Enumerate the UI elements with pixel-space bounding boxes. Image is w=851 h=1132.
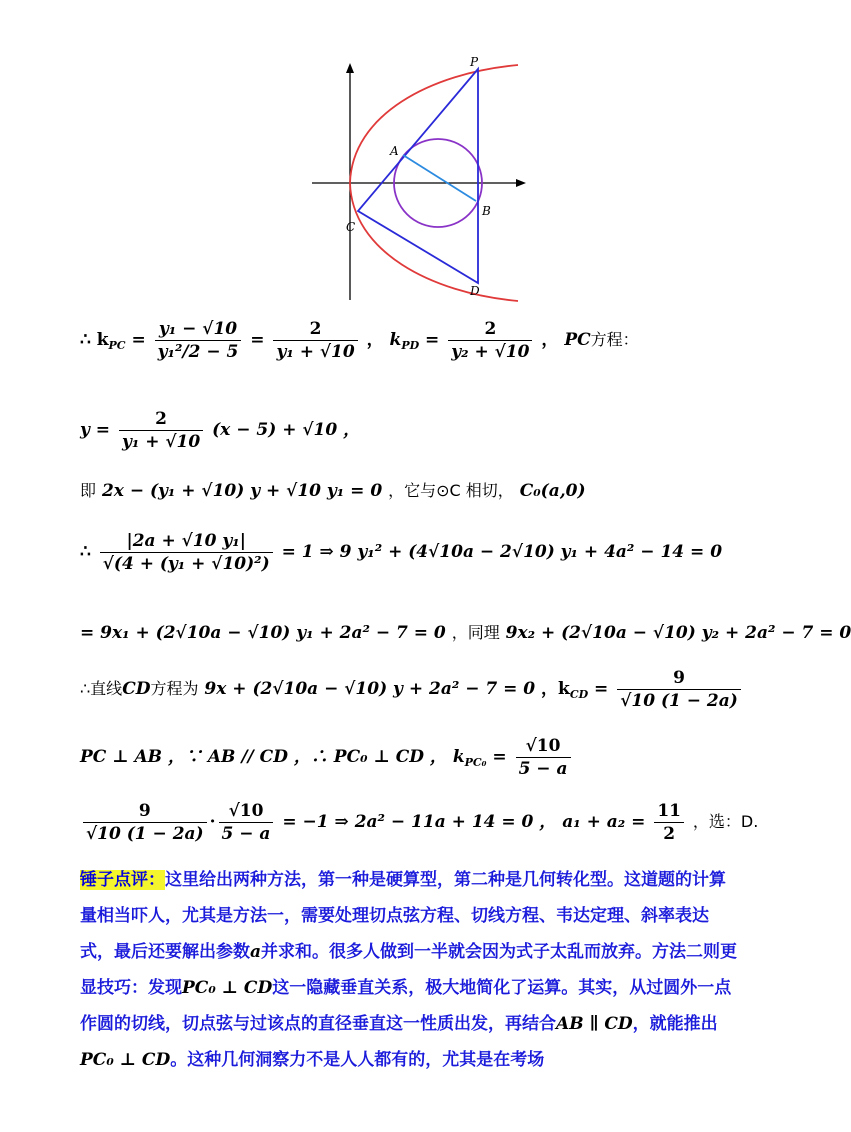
label-p: P [470,55,479,69]
slope-line-1: ∴ $k_{PC}$ = $\frac{\text{y₁ − √10}}{\text{y₁²/2 − 5}}$ = $\frac{2}{\text{y₁ + √10}}$ ， $k_{PD}$ = $\frac{2}{\text{y₂ + √10}}$ ， PC方程： [80,319,639,362]
hammer-comment: 锤子点评：这里给出两种方法，第一种是硬算型，第二种是几何转化型。这道题的计算量相当吓人，尤其是方法一，需要处理切点弦方程、切线方程、韦达定理、斜率表达式，最后还要解出参数a并求和。很多人做到一半就会因为式子太乱而放弃。方法二则更显技巧：发现PC₀ ⊥ CD这一隐藏垂直关系，极大地简化了运算。其实，从过圆外一点作圆的切线，切点弦与过该点的直径垂直这一性质出发，再结合AB ∥ CD，就能推出PC₀ ⊥ CD。这种几何洞察力不是人人都有的，尤其是在考场 [80,870,738,1070]
triangle-pcd [358,69,478,283]
final-equation: $\frac{9}{√10 (1 - 2a)}$ · $\frac{√10}{5 - a}$ = −1 ⇒ 2a² − 11a + 14 = 0 ， a₁ + a₂ = $\frac{11}{2}$ ，选：D. [80,800,758,845]
fraction: $\frac{\text{|2a + √10 y₁|}}{\text{√(4 + (y₁ + √10)²)}}$ [100,530,273,575]
label-c: C [346,220,356,234]
cd-line-equation: ∴直线CD方程为 9x + (2√10a − √10) y + 2a² − 7 = 0 ，$k_{CD}$ = $\frac{9}{√10 (1 - 2a)}$ [80,667,744,712]
comment-label: 锤子点评： [80,870,165,890]
chord-ab [403,155,476,201]
tangent-condition: 即 2x − (y₁ + √10) y + √10 y₁ = 0 ，它与⊙C 相切， C₀(a,0) [80,481,586,501]
chord-equations: = 9x₁ + (2√10a − √10) y₁ + 2a² − 7 = 0 ，同理 9x₂ + (2√10a − √10) y₂ + 2a² − 7 = 0 [80,623,851,643]
fraction: $\frac{11}{2}$ [654,800,684,845]
distance-equation: ∴ $\frac{\text{|2a + √10 y₁|}}{\text{√(4 + (y₁ + √10)²)}}$ = 1 ⇒ 9 y₁² + (4√10a − 2√10) y₁ + 4a² − 14 = 0 [80,531,723,574]
pc-equation: y = $\frac{2}{\text{y₁ + √10}}$ (x − 5) + √10 ， [80,409,361,452]
fraction: $\frac{√10}{5 - a}$ [516,735,571,780]
fraction: $\frac{9}{√10 (1 - 2a)}$ [83,800,207,845]
fraction: $\frac{2}{\text{y₁ + √10}}$ [119,408,203,453]
fraction: $\frac{√10}{5 - a}$ [219,800,274,845]
label-a: A [390,144,399,158]
x-axis-arrow [516,179,526,187]
fraction: $\frac{2}{\text{y₂ + √10}}$ [448,318,532,363]
perpendicular-relation: PC ⊥ AB ，∵ AB // CD ，∴ PC₀ ⊥ CD ， $k_{PC_0}$ = $\frac{√10}{5 - a}$ [80,735,574,780]
fraction: $\frac{2}{\text{y₁ + √10}}$ [273,318,357,363]
parabola-figure [300,55,540,305]
y-axis-arrow [346,63,354,73]
label-d: D [470,284,480,298]
fraction: $\frac{9}{√10 (1 - 2a)}$ [617,667,741,712]
fraction: $\frac{\text{y₁ − √10}}{\text{y₁²/2 − 5}}$ [155,318,242,363]
label-b: B [482,204,491,218]
